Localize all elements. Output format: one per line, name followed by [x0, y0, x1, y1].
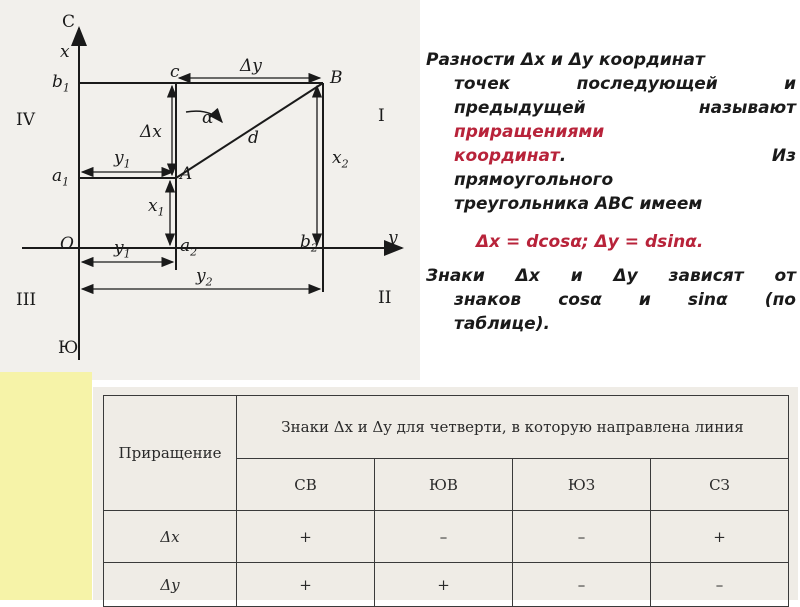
- quarter-header: СВ: [237, 459, 375, 511]
- p1-line3: предыдущей называют: [454, 98, 796, 118]
- alpha-label: α: [202, 108, 214, 128]
- decorative-yellow-block: [0, 372, 92, 600]
- south-label: Ю: [58, 338, 79, 358]
- y1-top-label: $y_1$: [114, 148, 131, 171]
- p2-line2: знаков cosα и sinα (по: [454, 290, 796, 310]
- explanation-text: [426, 48, 796, 336]
- header-increment: Приращение: [104, 396, 237, 511]
- quarter-header: СЗ: [651, 459, 789, 511]
- sign-cell: –: [375, 511, 513, 563]
- a2-label: $a_2$: [180, 236, 198, 259]
- b1-label: $b_1$: [52, 72, 70, 95]
- p1-period: .: [559, 146, 567, 166]
- formula: Δx = dcosα; Δy = dsinα.: [476, 232, 704, 252]
- sign-cell: –: [513, 563, 651, 607]
- y-axis-label: y: [388, 228, 398, 248]
- sign-cell: –: [513, 511, 651, 563]
- x-axis-label: x: [60, 42, 70, 62]
- p2-line3: таблице).: [454, 314, 550, 334]
- quarter-iii-label: III: [16, 290, 37, 310]
- p1-increments: приращениями: [454, 122, 605, 142]
- d-label: d: [248, 128, 259, 148]
- p1-line5: [426, 144, 796, 168]
- point-c-label: c: [170, 62, 180, 82]
- quarter-iv-label: IV: [16, 110, 35, 130]
- delta-y-label: Δy: [240, 56, 262, 76]
- p1-iz: Из: [771, 146, 796, 166]
- p1-line2: точек последующей и: [454, 74, 796, 94]
- sign-cell: +: [237, 511, 375, 563]
- p1-line1: Разности Δx и Δy координат: [426, 50, 705, 70]
- p1-line7: треугольника АВС имеем: [454, 194, 703, 214]
- b2-label: $b_2$: [300, 232, 318, 255]
- north-label: С: [62, 12, 76, 32]
- x2-label: $x_2$: [332, 148, 349, 171]
- row-label: Δx: [104, 511, 237, 563]
- paragraph-1: [426, 48, 796, 216]
- y2-label: $y_2$: [196, 266, 213, 289]
- sign-cell: –: [651, 563, 789, 607]
- p2-line1: Знаки Δx и Δy зависят от: [426, 266, 796, 286]
- p1-coordinates: координат: [454, 146, 560, 166]
- table-row: [104, 511, 789, 563]
- p1-line6: прямоугольного: [454, 170, 614, 190]
- sign-cell: +: [375, 563, 513, 607]
- x1-label: $x_1$: [148, 196, 165, 219]
- y1-bottom-label: $y_1$: [114, 238, 131, 261]
- origin-label: O: [60, 234, 74, 254]
- header-signs: Знаки Δx и Δy для четверти, в которую направлена линия: [237, 396, 789, 459]
- signs-table-image: [93, 387, 798, 600]
- point-a-label: A: [180, 164, 193, 184]
- quarter-ii-label: II: [378, 288, 392, 308]
- row-label: Δy: [104, 563, 237, 607]
- signs-table: [103, 395, 789, 607]
- a1-label: $a_1$: [52, 166, 70, 189]
- quarter-i-label: I: [378, 106, 385, 126]
- sign-cell: +: [651, 511, 789, 563]
- delta-x-label: Δx: [140, 122, 162, 142]
- sign-cell: +: [237, 563, 375, 607]
- point-b-label: B: [330, 68, 343, 88]
- paragraph-2: [426, 264, 796, 336]
- quarter-header: ЮВ: [375, 459, 513, 511]
- coordinate-diagram: [0, 0, 420, 380]
- quarter-header: ЮЗ: [513, 459, 651, 511]
